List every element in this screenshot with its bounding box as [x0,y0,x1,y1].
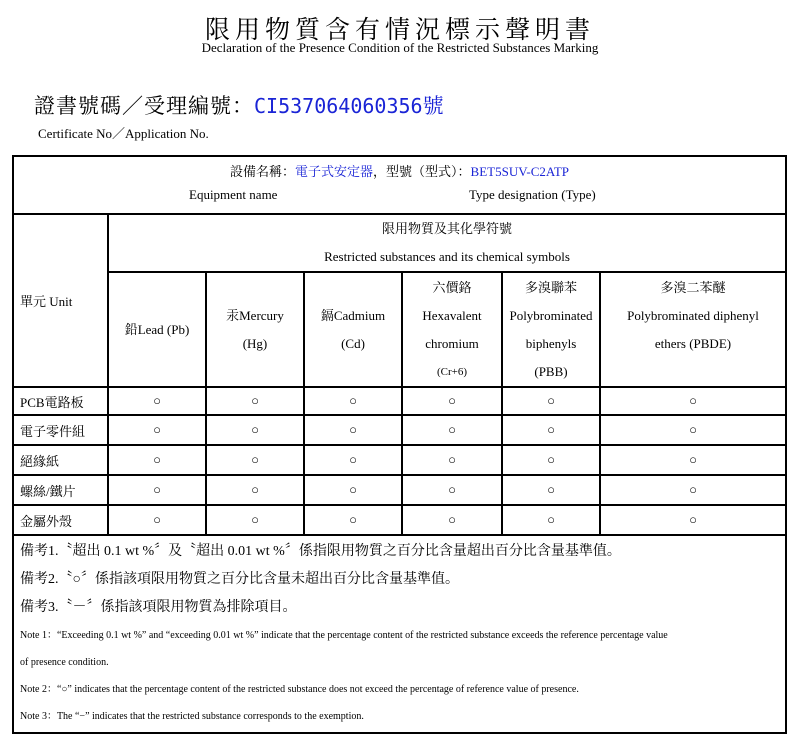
circle-mark: ○ [448,452,456,467]
circle-mark: ○ [153,482,161,497]
note-zh-1: 備考1.〝超出 0.1 wt %〞及〝超出 0.01 wt %〞係指限用物質之百分比含量超出百分比含量基準值。 [20,544,621,559]
circle-mark: ○ [448,393,456,408]
mark-cell [600,505,786,535]
mark-cell [502,445,600,475]
mark-cell [502,387,600,415]
model-label: ，型號（型式）： [373,164,471,179]
circle-mark: ○ [153,512,161,527]
col-pbb-zh: 多溴聯苯 [524,279,577,295]
mark-cell [600,387,786,415]
title-english: Declaration of the Presence Condition of the Restricted Substances Marking [201,40,599,55]
circle-mark: ○ [689,422,697,437]
col-pbde-line1: Polybrominated diphenyl [627,307,759,323]
row-unit-label: PCB電路板 [13,387,108,415]
col-pbde-zh: 多溴二苯醚 [660,279,726,295]
equipment-line-zh [14,161,785,183]
mark-cell [304,445,402,475]
certificate-number: CI537064060356 [254,94,423,118]
circle-mark: ○ [547,512,555,527]
col-chromium-line1: Hexavalent [422,307,482,323]
header-row-1 [13,214,786,272]
col-chromium-symbol: (Cr+6) [436,365,468,378]
col-pbb-line1: Polybrominated [509,307,593,323]
mark-cell [206,415,304,445]
note-zh-3: 備考3.〝－〞係指該項限用物質為排除項目。 [20,600,297,615]
circle-mark: ○ [153,422,161,437]
mark-cell [600,445,786,475]
col-pbb [502,272,600,387]
notes-row [13,535,786,733]
mark-cell [502,475,600,505]
circle-mark: ○ [547,482,555,497]
title-chinese: 限用物質含有情況標示聲明書 [204,17,595,44]
mark-cell [402,505,502,535]
mark-cell [108,445,206,475]
table-row [13,505,786,535]
unit-header: 單元 Unit [13,214,108,387]
col-cadmium [304,272,402,387]
note-en-1a: Note 1：“Exceeding 0.1 wt %” and “exceeding 0.01 wt %” indicate that the percentage content of the restricted substance exceeds the reference percentage value [20,630,668,641]
col-pbb-line2: biphenyls [525,335,577,351]
note-en-3: Note 3：The “−” indicates that the restricted substance corresponds to the exemption. [20,711,364,722]
col-lead [108,272,206,387]
note-en-2: Note 2：“○” indicates that the percentage content of the restricted substance does not exceed the percentage of reference value of presence. [20,684,579,695]
circle-mark: ○ [349,452,357,467]
col-pbde-line2: ethers (PBDE) [654,335,732,351]
row-unit-label: 金屬外殼 [13,505,108,535]
mark-cell [502,505,600,535]
circle-mark: ○ [153,393,161,408]
mark-cell [402,387,502,415]
header-row-2 [13,272,786,387]
col-pbb-symbol: (PBB) [534,363,568,379]
declaration-table [12,155,787,734]
circle-mark: ○ [349,422,357,437]
col-pbde [600,272,786,387]
type-designation-en: Type designation (Type) [469,187,596,202]
mark-cell [304,387,402,415]
col-chromium-line2: chromium [425,335,479,351]
mark-cell [600,415,786,445]
mark-cell [304,505,402,535]
note-zh-2: 備考2.〝○〞係指該項限用物質之百分比含量未超出百分比含量基準值。 [20,572,459,587]
mark-cell [402,415,502,445]
model-number: BET5SUV-C2ATP [470,164,570,179]
notes-cell [13,535,786,733]
circle-mark: ○ [448,482,456,497]
mark-cell [304,475,402,505]
note-en-1b: of presence condition. [20,657,109,668]
row-unit-label: 電子零件組 [13,415,108,445]
circle-mark: ○ [448,422,456,437]
table-row [13,387,786,415]
mark-cell [108,387,206,415]
equipment-cell [13,156,786,214]
restricted-header-zh: 限用物質及其化學符號 [381,221,512,236]
row-unit-label: 絕緣紙 [13,445,108,475]
equipment-row [13,156,786,214]
mark-cell [108,475,206,505]
col-cadmium-symbol: (Cd) [341,335,365,351]
col-mercury-label: 汞Mercury [226,307,284,323]
circle-mark: ○ [448,512,456,527]
circle-mark: ○ [153,452,161,467]
circle-mark: ○ [689,512,697,527]
certificate-suffix: 號 [422,94,445,118]
equipment-label: 設備名稱： [229,164,295,179]
restricted-header-en: Restricted substances and its chemical symbols [324,249,570,264]
mark-cell [108,415,206,445]
mark-cell [502,415,600,445]
certificate-label: 證書號碼／受理編號： [34,94,254,118]
mark-cell [206,475,304,505]
restricted-header [108,214,786,272]
table-row [13,445,786,475]
col-hexavalent-chromium [402,272,502,387]
equipment-name-en: Equipment name [189,187,278,202]
circle-mark: ○ [251,512,259,527]
circle-mark: ○ [547,393,555,408]
mark-cell [206,387,304,415]
mark-cell [600,475,786,505]
mark-cell [206,505,304,535]
circle-mark: ○ [251,452,259,467]
circle-mark: ○ [349,393,357,408]
col-mercury [206,272,304,387]
row-unit-label: 螺絲/鐵片 [13,475,108,505]
circle-mark: ○ [349,512,357,527]
mark-cell [108,505,206,535]
circle-mark: ○ [689,393,697,408]
circle-mark: ○ [251,422,259,437]
circle-mark: ○ [689,482,697,497]
circle-mark: ○ [547,452,555,467]
col-lead-label: 鉛Lead (Pb) [124,321,190,337]
mark-cell [402,445,502,475]
circle-mark: ○ [251,482,259,497]
certificate-label-english: Certificate No／Application No. [38,126,209,141]
table-row [13,475,786,505]
table-row [13,415,786,445]
certificate-line [34,90,445,120]
equipment-name: 電子式安定器 [295,164,374,179]
col-chromium-zh: 六價鉻 [432,279,472,295]
circle-mark: ○ [547,422,555,437]
circle-mark: ○ [251,393,259,408]
circle-mark: ○ [349,482,357,497]
circle-mark: ○ [689,452,697,467]
mark-cell [402,475,502,505]
mark-cell [206,445,304,475]
col-mercury-symbol: (Hg) [242,335,268,351]
equipment-line-en [14,183,785,209]
mark-cell [304,415,402,445]
col-cadmium-label: 鎘Cadmium [320,307,386,323]
